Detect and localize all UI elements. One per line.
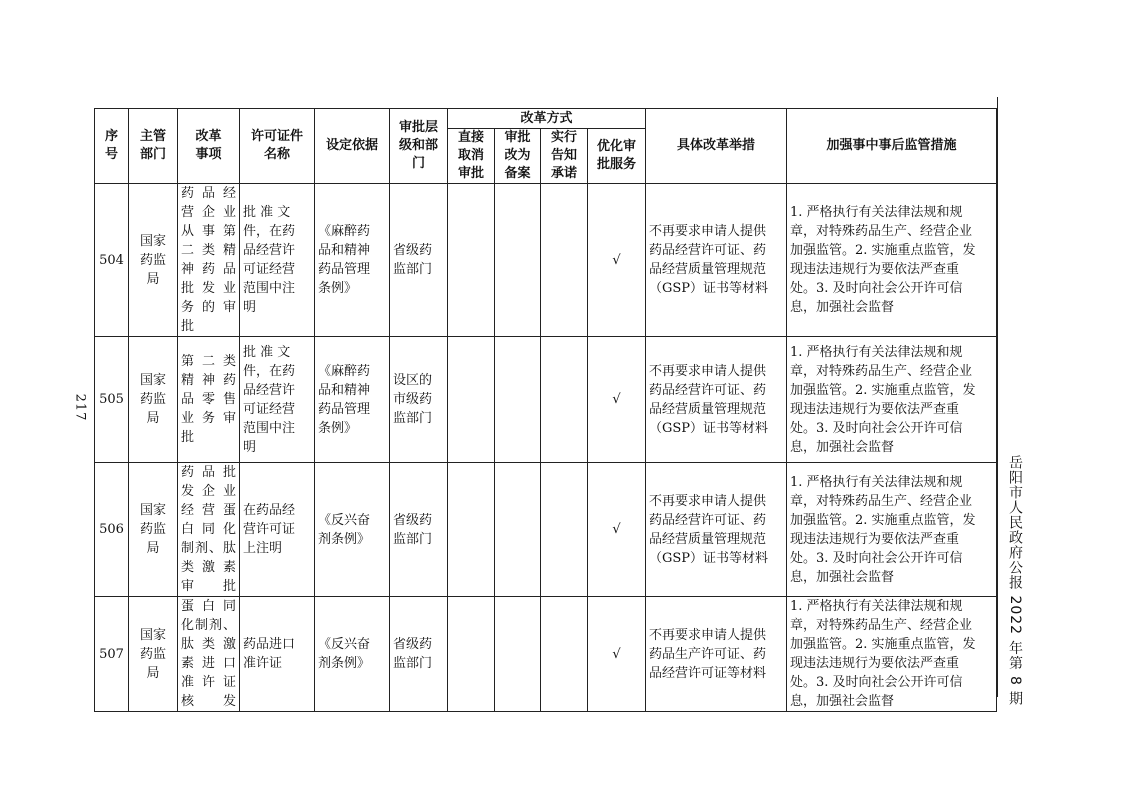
row-basis: 《反兴奋 剂条例》 <box>315 463 390 597</box>
row-dept: 国家 药监 局 <box>129 184 178 337</box>
row-item: 第 二 类 精神药 品零售 业务审 批 <box>178 337 240 463</box>
header-reform-group: 改革方式 <box>448 109 646 129</box>
table-row <box>95 597 997 712</box>
row-measures: 不再要求申请人提供 药品经营许可证、药 品经营质量管理规范 （GSP）证书等材料 <box>646 184 787 337</box>
row-dept: 国家 药监 局 <box>129 463 178 597</box>
header-to-filing: 审批 改为 备案 <box>495 129 541 184</box>
row-level: 省级药 监部门 <box>390 184 448 337</box>
table-row <box>95 463 997 597</box>
table-row <box>95 184 997 337</box>
row-notify-commit <box>541 597 588 712</box>
row-optimize-service: √ <box>588 463 646 597</box>
row-optimize-service: √ <box>588 184 646 337</box>
row-notify-commit <box>541 463 588 597</box>
row-to-filing <box>495 463 541 597</box>
table-body <box>95 184 997 712</box>
header-license: 许可证件 名称 <box>240 109 315 184</box>
row-basis: 《麻醉药 品和精神 药品管理 条例》 <box>315 184 390 337</box>
page-number: 217 <box>72 393 88 422</box>
row-item: 药品经 营企业 从事第 二类精 神药品 批发业 务的审 批 <box>178 184 240 337</box>
row-to-filing <box>495 337 541 463</box>
row-level: 省级药 监部门 <box>390 463 448 597</box>
side-rule <box>997 97 998 697</box>
row-dept: 国家 药监 局 <box>129 597 178 712</box>
row-notify-commit <box>541 337 588 463</box>
header-seq: 序 号 <box>95 109 129 184</box>
row-supervision: 1. 严格执行有关法律法规和规 章，对特殊药品生产、经营企业 加强监管。2. 实施重点监管，发 现违法违规行为要依法严查重 处。3. 及时向社会公开许可信 息，加强社会监督 <box>787 597 997 712</box>
row-seq: 504 <box>95 184 129 337</box>
row-basis: 《反兴奋 剂条例》 <box>315 597 390 712</box>
header-optimize-service: 优化审 批服务 <box>588 129 646 184</box>
row-seq: 507 <box>95 597 129 712</box>
row-optimize-service: √ <box>588 337 646 463</box>
header-supervision: 加强事中事后监管措施 <box>787 109 997 184</box>
row-license: 在药品经 营许可证 上注明 <box>240 463 315 597</box>
row-direct-cancel <box>448 184 495 337</box>
table-row <box>95 337 997 463</box>
header-direct-cancel: 直接 取消 审批 <box>448 129 495 184</box>
header-level: 审批层 级和部 门 <box>390 109 448 184</box>
header-notify-commit: 实行 告知 承诺 <box>541 129 588 184</box>
row-supervision: 1. 严格执行有关法律法规和规 章，对特殊药品生产、经营企业 加强监管。2. 实施重点监管，发 现违法违规行为要依法严查重 处。3. 及时向社会公开许可信 息，加强社会监督 <box>787 337 997 463</box>
row-seq: 506 <box>95 463 129 597</box>
row-level: 设区的 市级药 监部门 <box>390 337 448 463</box>
row-to-filing <box>495 597 541 712</box>
row-seq: 505 <box>95 337 129 463</box>
row-item: 蛋白同 化制剂、 肽类激 素进口 准许证 核发 <box>178 597 240 712</box>
row-notify-commit <box>541 184 588 337</box>
row-measures: 不再要求申请人提供 药品经营许可证、药 品经营质量管理规范 （GSP）证书等材料 <box>646 337 787 463</box>
row-license: 药品进口 准许证 <box>240 597 315 712</box>
row-license: 批 准 文 件，在药 品经营许 可证经营 范围中注 明 <box>240 337 315 463</box>
row-supervision: 1. 严格执行有关法律法规和规 章，对特殊药品生产、经营企业 加强监管。2. 实施重点监管，发 现违法违规行为要依法严查重 处。3. 及时向社会公开许可信 息，加强社会监督 <box>787 184 997 337</box>
row-measures: 不再要求申请人提供 药品生产许可证、药 品经营许可证等材料 <box>646 597 787 712</box>
row-basis: 《麻醉药 品和精神 药品管理 条例》 <box>315 337 390 463</box>
row-measures: 不再要求申请人提供 药品经营许可证、药 品经营质量管理规范 （GSP）证书等材料 <box>646 463 787 597</box>
row-item: 药品批 发企业 经营蛋 白同化 制剂、肽 类激素 审批 <box>178 463 240 597</box>
row-level: 省级药 监部门 <box>390 597 448 712</box>
row-supervision: 1. 严格执行有关法律法规和规 章，对特殊药品生产、经营企业 加强监管。2. 实施重点监管，发 现违法违规行为要依法严查重 处。3. 及时向社会公开许可信 息，加强社会监督 <box>787 463 997 597</box>
row-direct-cancel <box>448 337 495 463</box>
row-direct-cancel <box>448 597 495 712</box>
row-direct-cancel <box>448 463 495 597</box>
row-to-filing <box>495 184 541 337</box>
bulletin-title: 岳阳市人民政府公报 2022 年第 8 期 <box>1007 455 1023 707</box>
header-item: 改革 事项 <box>178 109 240 184</box>
reform-table <box>94 108 997 712</box>
row-dept: 国家 药监 局 <box>129 337 178 463</box>
header-basis: 设定依据 <box>315 109 390 184</box>
header-dept: 主管 部门 <box>129 109 178 184</box>
header-measures: 具体改革举措 <box>646 109 787 184</box>
row-license: 批 准 文 件，在药 品经营许 可证经营 范围中注 明 <box>240 184 315 337</box>
row-optimize-service: √ <box>588 597 646 712</box>
